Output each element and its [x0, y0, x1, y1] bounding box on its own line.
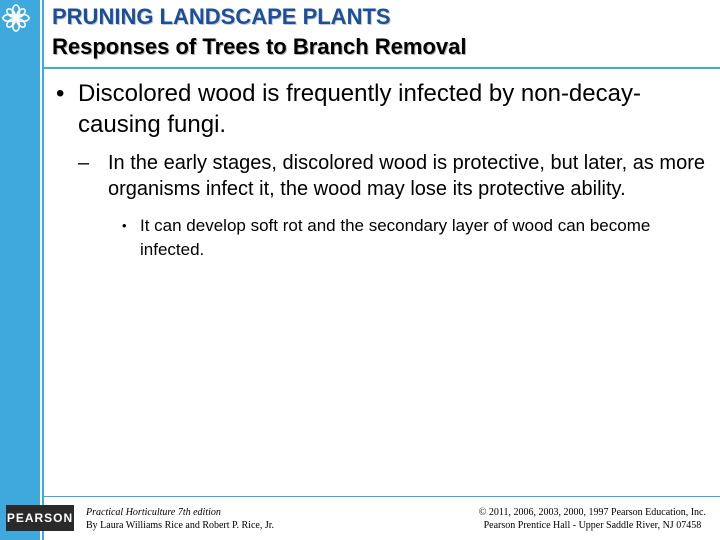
bullet-level-3	[118, 214, 706, 262]
left-sidebar	[0, 0, 40, 540]
pearson-logo: PEARSON	[6, 505, 74, 531]
copyright-text: © 2011, 2006, 2003, 2000, 1997 Pearson Education, Inc.	[478, 507, 706, 518]
flower-icon	[2, 4, 30, 32]
book-title: Practical Horticulture 7th edition	[86, 507, 221, 518]
bullet-marker: •	[122, 218, 127, 233]
sidebar-divider	[42, 0, 44, 540]
bullet-text: Discolored wood is frequently infected by non-decay-causing fungi.	[78, 80, 641, 138]
bullet-marker: •	[56, 80, 65, 107]
book-authors: By Laura Williams Rice and Robert P. Rice, Jr.	[86, 520, 274, 531]
bullet-text: In the early stages, discolored wood is protective, but later, as more organisms infect it, the wood may lose its protective ability.	[108, 152, 705, 200]
bullet-text: It can develop soft rot and the secondary layer of wood can become infected.	[140, 216, 651, 259]
slide-content	[56, 78, 706, 262]
title-divider	[44, 67, 720, 69]
slide-title: PRUNING LANDSCAPE PLANTS	[52, 4, 391, 29]
bullet-level-1	[56, 78, 706, 140]
bullet-level-2	[78, 150, 706, 202]
footer-book-info	[86, 506, 274, 532]
publisher-text: Pearson Prentice Hall - Upper Saddle River, NJ 07458	[483, 520, 702, 531]
footer-copyright	[479, 506, 706, 532]
dash-marker: –	[78, 152, 90, 174]
footer-divider	[44, 496, 720, 497]
slide-subtitle: Responses of Trees to Branch Removal	[52, 34, 467, 59]
